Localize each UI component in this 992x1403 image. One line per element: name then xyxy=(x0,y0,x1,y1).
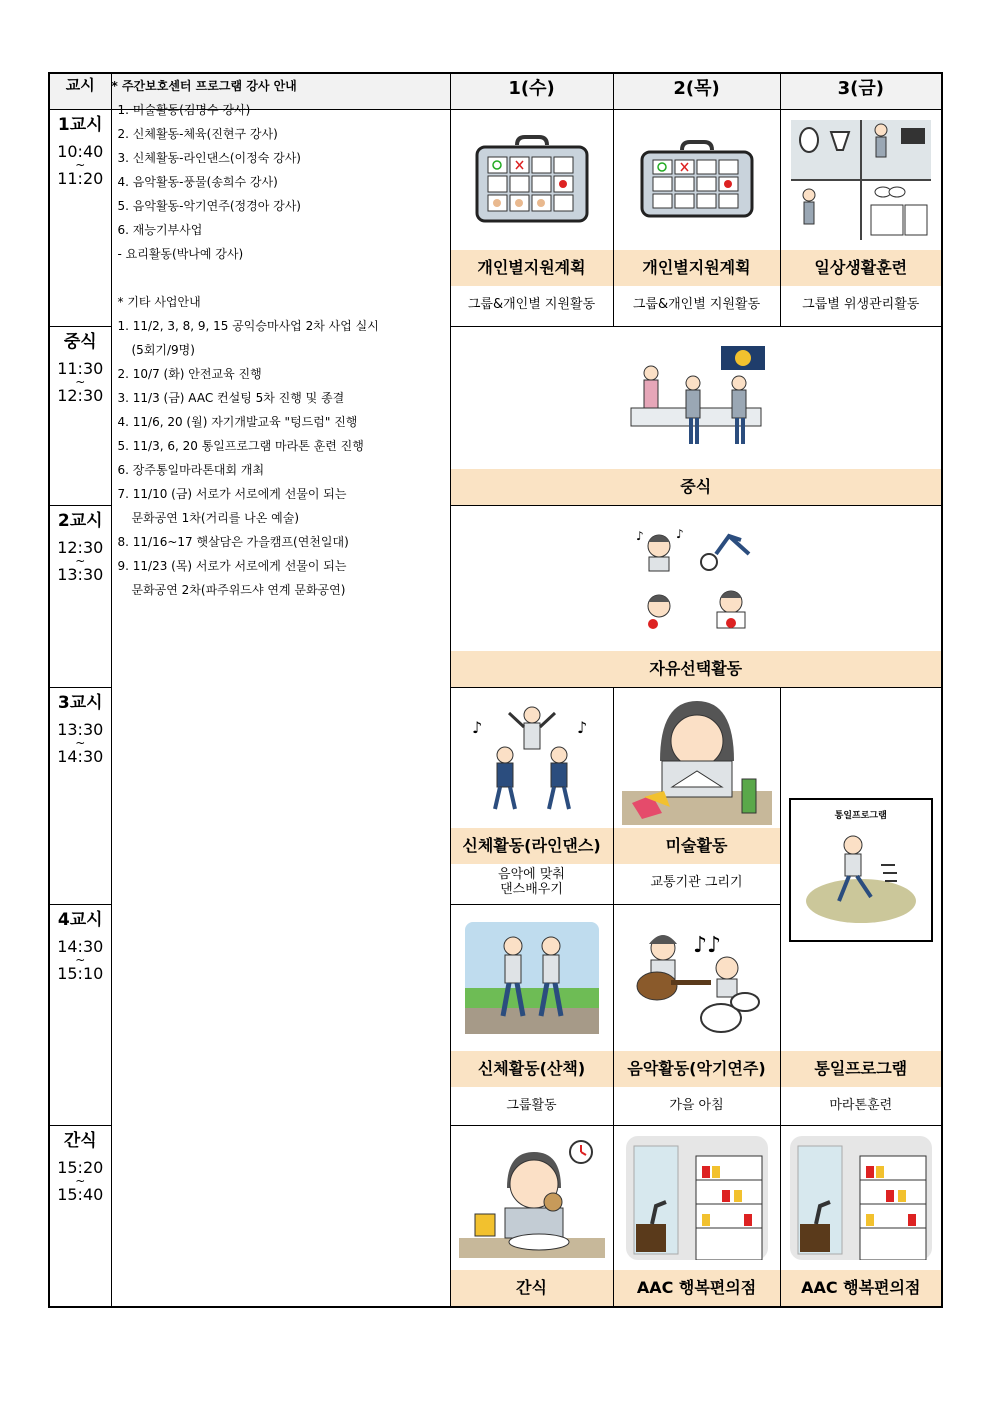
svg-text:♪: ♪ xyxy=(675,526,684,541)
other-item: 2. 10/7 (화) 안전교육 진행 xyxy=(117,367,262,381)
p4-day2-title: 음악활동(악기연주) xyxy=(614,1051,780,1087)
header-day-1: 1(수) xyxy=(450,73,613,110)
lunch-title: 중식 xyxy=(451,469,942,505)
communication-board-icon xyxy=(451,110,613,250)
period-2 xyxy=(49,506,111,688)
period-name: 4교시 xyxy=(57,910,103,931)
period-1 xyxy=(49,110,111,327)
period-end: 12:30 xyxy=(57,386,104,405)
walk-icon xyxy=(451,905,613,1051)
p3-day1-sub xyxy=(451,864,613,900)
svg-text:♪♪: ♪♪ xyxy=(692,933,721,959)
running-icon xyxy=(791,821,931,931)
snack-day1-cell xyxy=(450,1126,613,1308)
unify-program-area xyxy=(781,688,942,1051)
period-start: 14:30 xyxy=(57,937,104,957)
period-name: 2교시 xyxy=(57,511,103,531)
p1-day3-cell xyxy=(780,110,942,327)
other-item: 7. 11/10 (금) 서로가 서로에게 선물이 되는 xyxy=(117,487,347,501)
p1-day3-title: 일상생활훈련 xyxy=(781,250,942,286)
snack-icon xyxy=(451,1126,613,1270)
period-tilde: ~ xyxy=(75,554,86,568)
snack-day1-title: 간식 xyxy=(451,1270,613,1306)
period-tilde: ~ xyxy=(75,158,86,172)
p1-day1-title: 개인별지원계획 xyxy=(451,250,613,286)
instructor-item: 2. 신체활동-체육(진현구 강사) xyxy=(117,127,278,141)
instrument-icon xyxy=(614,905,780,1051)
instructor-item: 1. 미술활동(김명수 강사) xyxy=(117,103,251,117)
daily-living-icon xyxy=(781,110,942,250)
period-end: 14:30 xyxy=(57,747,104,766)
notes-column xyxy=(111,79,450,1308)
instructor-item: 6. 재능기부사업 xyxy=(117,223,203,237)
snack-day2-title: AAC 행복편의점 xyxy=(614,1270,780,1306)
other-item: 5. 11/3, 6, 20 통일프로그램 마라톤 훈련 진행 xyxy=(117,439,364,453)
other-item: 6. 장주통일마라톤대회 개최 xyxy=(117,463,265,477)
period-end: 11:20 xyxy=(57,169,104,188)
art-activity-icon xyxy=(614,688,780,828)
p4-day2-sub: 가을 아침 xyxy=(669,1097,724,1113)
svg-text:♪: ♪ xyxy=(635,528,644,543)
p4-day1-sub: 그룹활동 xyxy=(506,1097,557,1113)
svg-text:♪: ♪ xyxy=(576,718,587,737)
period-start: 15:20 xyxy=(57,1158,104,1177)
period-tilde: ~ xyxy=(75,1174,86,1188)
snack-day3-title: AAC 행복편의점 xyxy=(781,1270,942,1306)
period-start: 11:30 xyxy=(57,359,104,378)
p3-day2-cell xyxy=(613,688,780,905)
period-end: 15:40 xyxy=(57,1185,104,1204)
p4-day1-cell xyxy=(450,905,613,1126)
instructor-item: 5. 음악활동-악기연주(정경아 강사) xyxy=(117,199,301,213)
p4-day1-title: 신체활동(산책) xyxy=(451,1051,613,1087)
lunch-cell xyxy=(450,327,942,506)
period-tilde: ~ xyxy=(75,953,86,968)
period-end: 15:10 xyxy=(57,964,104,984)
period-tilde: ~ xyxy=(75,736,86,750)
other-item: 4. 11/6, 20 (월) 자기개발교육 "텅드럼" 진행 xyxy=(117,415,358,429)
p2-cell xyxy=(450,506,942,688)
period-name: 1교시 xyxy=(57,115,103,135)
other-heading: * 기타 사업안내 xyxy=(117,295,201,309)
period-name: 3교시 xyxy=(57,693,103,713)
other-item: 문화공연 2차(파주위드샤 연계 문화공연) xyxy=(131,583,346,597)
p2-title: 자유선택활동 xyxy=(451,651,942,687)
header-period: 교시 xyxy=(49,73,111,110)
p3-day2-title: 미술활동 xyxy=(614,828,780,864)
period-start: 10:40 xyxy=(57,142,104,161)
p1-day1-cell xyxy=(450,110,613,327)
other-item: 문화공연 1차(거리를 나온 예술) xyxy=(131,511,300,525)
p1-day3-sub: 그룹별 위생관리활동 xyxy=(802,296,920,312)
p1-day1-sub: 그룹&개인별 지원활동 xyxy=(467,296,596,312)
period-snack xyxy=(49,1126,111,1308)
convenience-store-icon xyxy=(614,1126,780,1270)
header-day-2: 2(목) xyxy=(613,73,780,110)
p1-day2-title: 개인별지원계획 xyxy=(614,250,780,286)
header-day-3: 3(금) xyxy=(780,73,942,110)
p3-day2-sub: 교통기관 그리기 xyxy=(650,874,743,890)
p34-day3-cell xyxy=(780,688,942,1126)
other-item: 9. 11/23 (목) 서로가 서로에게 선물이 되는 xyxy=(117,559,347,573)
snack-day2-cell xyxy=(613,1126,780,1308)
period-start: 12:30 xyxy=(57,538,104,557)
p4-day3-title: 통일프로그램 xyxy=(781,1051,942,1087)
instructor-item: 3. 신체활동-라인댄스(이정숙 강사) xyxy=(117,151,301,165)
p1-day2-cell xyxy=(613,110,780,327)
svg-text:♪: ♪ xyxy=(471,718,482,737)
schedule-table xyxy=(48,72,943,1308)
period-4 xyxy=(49,905,111,1126)
period-end: 13:30 xyxy=(57,565,104,584)
lunch-icon xyxy=(451,327,942,469)
other-item: 3. 11/3 (금) AAC 컨설팅 5차 진행 및 종결 xyxy=(117,391,345,405)
p3-day1-sub-line1: 음악에 맞춰 xyxy=(498,867,565,882)
snack-day3-cell xyxy=(780,1126,942,1308)
p3-day1-cell xyxy=(450,688,613,905)
instructor-item: 4. 음악활동-풍물(송희수 강사) xyxy=(117,175,278,189)
p4-day3-sub: 마라톤훈련 xyxy=(829,1097,893,1113)
period-name: 중식 xyxy=(63,332,97,352)
instructors-heading: * 주간보호센터 프로그램 강사 안내 xyxy=(111,79,297,93)
other-item: (5회기/9명) xyxy=(131,343,195,357)
instructor-item: - 요리활동(박나예 강사) xyxy=(117,247,244,261)
free-choice-icon xyxy=(451,506,942,651)
p3-day1-title: 신체활동(라인댄스) xyxy=(451,828,613,864)
line-dance-icon xyxy=(451,688,613,828)
convenience-store-icon xyxy=(781,1126,942,1270)
unify-box-title: 통일프로그램 xyxy=(834,810,887,821)
p3-day1-sub-line2: 댄스배우기 xyxy=(500,882,563,897)
other-item: 8. 11/16~17 햇살담은 가을캠프(연천일대) xyxy=(117,535,349,549)
period-3 xyxy=(49,688,111,905)
p4-day2-cell xyxy=(613,905,780,1126)
p1-day2-sub: 그룹&개인별 지원활동 xyxy=(632,296,761,312)
period-lunch xyxy=(49,327,111,506)
period-tilde: ~ xyxy=(75,375,86,389)
period-start: 13:30 xyxy=(57,720,104,739)
communication-board-icon xyxy=(614,110,780,250)
period-name: 간식 xyxy=(63,1131,97,1151)
unify-program-box xyxy=(789,798,933,942)
other-item: 1. 11/2, 3, 8, 9, 15 공익승마사업 2차 사업 실시 xyxy=(117,319,379,333)
